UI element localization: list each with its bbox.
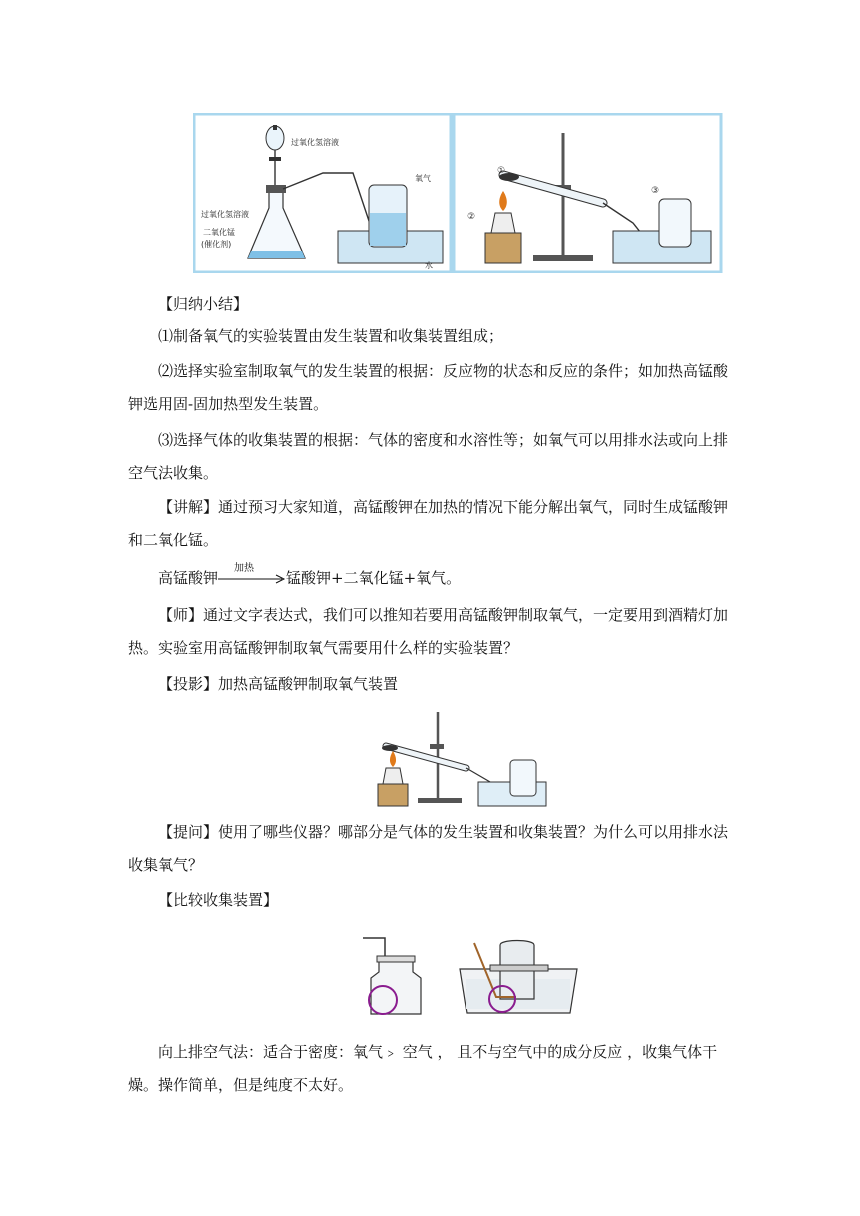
question-line-2: 收集氧气？ [128,856,204,874]
teacher-line-1: 【师】通过文字表达式，我们可以推知若要用高锰酸钾制取氧气，一定要用到酒精灯加 [158,606,729,624]
projection-text: 【投影】加热高锰酸钾制取氧气装置 [158,675,399,693]
explain-line-1: 【讲解】通过预习大家知道，高锰酸钾在加热的情况下能分解出氧气，同时生成锰酸钾 [158,498,729,516]
compare-heading: 【比较收集装置】 [158,891,279,909]
label-n1: ① [497,166,506,176]
summary-item-2-line-2: 钾选用固-固加热型发生装置。 [128,395,329,413]
summary-item-3-line-1: ⑶选择气体的收集装置的根据：气体的密度和水溶性等；如氧气可以用排水法或向上排 [158,431,729,449]
upward-line-2: 燥。操作简单，但是纯度不太好。 [128,1076,354,1094]
equation-arrow [218,563,286,589]
equation-condition: 加热 [234,563,255,574]
label-oxygen: 氧气 [415,174,431,183]
equation-products: 锰酸钾+二氧化锰+氧气。 [286,569,462,587]
summary-heading: 【归纳小结】 [158,295,249,313]
label-n2: ② [467,212,476,222]
arrow-icon [218,569,286,589]
label-flask-solution: 过氧化氢溶液 [201,210,249,219]
summary-item-1: ⑴制备氧气的实验装置由发生装置和收集装置组成； [158,327,504,345]
word-equation [158,563,462,590]
label-n3: ③ [651,186,660,196]
equation-reactant: 高锰酸钾 [158,569,219,587]
label-catalyst-note: (催化剂) [201,240,232,249]
explain-line-2: 和二氧化锰。 [128,531,219,549]
question-line-1: 【提问】使用了哪些仪器？哪部分是气体的发生装置和收集装置？为什么可以用排水法 [158,823,729,841]
label-funnel-solution: 过氧化氢溶液 [291,138,339,147]
summary-item-3-line-2: 空气法收集。 [128,464,219,482]
teacher-line-2: 热。实验室用高锰酸钾制取氧气需要用什么样的实验装置？ [128,639,519,657]
hydrogen-peroxide-apparatus [201,125,443,270]
apparatus-figure-middle [370,710,550,808]
water-displacement-figure [456,935,581,1020]
potassium-permanganate-apparatus [467,133,711,263]
label-catalyst: 二氧化锰 [203,228,235,237]
summary-item-2-line-1: ⑵选择实验室制取氧气的发生装置的根据：反应物的状态和反应的条件；如加热高锰酸 [158,362,729,380]
upward-air-collection-figure [355,930,437,1020]
apparatus-figure-top [193,113,723,273]
upward-line-1: 向上排空气法：适合于密度：氧气﹥ 空气 ， 且不与空气中的成分反应 ，收集气体干 [158,1043,718,1061]
label-water: 水 [425,261,433,270]
